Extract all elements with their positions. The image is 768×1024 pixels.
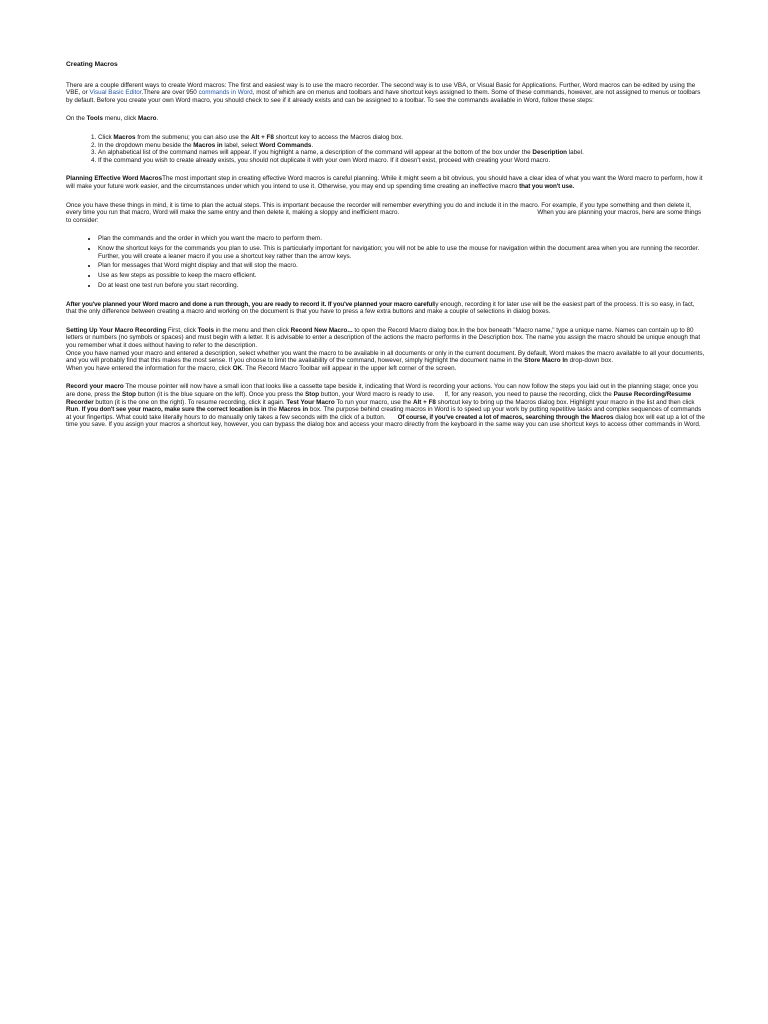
intro-text: .There are over 950 — [141, 89, 199, 97]
after-bold: After you've planned your Word macro and done a run through, you are ready to record it. If you've planned your macro careful — [66, 300, 434, 308]
setup-paragraph: Setting Up Your Macro Recording First, click Tools in the menu and then click Record New Macro... to open the Record Macro dialog box.In the box beneath "Macro name," type a unique name. Names can contain up to 80 letters or numbers (no symbols or spaces) and must begin with a letter. It is advisable to enter a description of the actions the macro performs in the Description box. The name you assign the macro should be unique enough that you remember what it does without having to refer to the description. — [66, 326, 701, 349]
setup-paragraph-3: When you have entered the information for the macro, click OK. The Record Macro Toolbar will appear in the upper left corner of the screen. — [66, 364, 457, 372]
list-item: 3. An alphabetical list of the command names will appear. If you highlight a name, a description of the command will appear at the bottom of the box under the Description label. — [98, 149, 705, 157]
list-item: 1. Click Macros from the submenu; you can also use the Alt + F8 shortcut key to access the Macros dialog box. — [98, 134, 705, 142]
instruction-text: menu, click — [102, 115, 138, 123]
planning-paragraph — [66, 175, 705, 190]
planning-heading: Planning Effective Word Macros — [66, 175, 163, 183]
list-item: • Do at least one test run before you start recording. — [98, 282, 705, 290]
instruction-text: . — [156, 115, 159, 123]
after-paragraph — [66, 301, 705, 316]
list-item: 2. In the dropdown menu beside the Macros in label, select Word Commands. — [98, 142, 705, 150]
once-when: When — [537, 209, 554, 217]
setup-heading: Setting Up Your Macro Recording — [66, 326, 167, 334]
document-title: Creating Macros — [66, 61, 118, 68]
steps-list — [66, 134, 705, 164]
after-text: ly enough, recording it for later use will be the easiest part of the process. It is so easy, in fact, that the only difference between creating a macro and working on the document is that you have to press a few extra buttons and make a couple of selections in dialog boxes. — [66, 300, 695, 316]
once-paragraph — [66, 202, 705, 225]
tools-bold: Tools — [86, 115, 103, 123]
visual-basic-editor-link[interactable]: Visual Basic Editor — [89, 89, 142, 97]
tools-menu-instruction — [66, 115, 705, 123]
planning-text: The most important step in creating effective Word macros is careful planning. While it might seem a bit obvious, you should have a clear idea of what you want the Word macro to perform, how it will make your future work easier, and the circumstances under which you intend to use it. Otherwise, you may end up spending time creating an ineffective macro — [66, 175, 703, 190]
once-text: Once you have these things in mind, it is time to plan the actual steps. This is important because the recorder will remember everything you do and include it in the macro. For example, if you type something and then delete it, every time you run that macro, Word will make the same entry and then delete it, making a sloppy and inefficient macro. — [66, 201, 692, 217]
list-item: • Plan for messages that Word might display and that will stop the macro. — [98, 262, 705, 270]
list-item: • Use as few steps as possible to keep the macro efficient. — [98, 272, 705, 280]
list-item: 4. If the command you wish to create already exists, you should not duplicate it with your own Word macro. If it doesn't exist, proceed with creating your Word macro. — [98, 157, 705, 165]
commands-in-word-link[interactable]: commands in Word — [198, 89, 253, 97]
instruction-text: On the — [66, 115, 87, 123]
considerations-list — [66, 235, 705, 289]
list-item: • Plan the commands and the order in which you want the macro to perform them. — [98, 235, 705, 243]
list-item: • Know the shortcut keys for the commands you plan to use. This is particularly important for navigation; you will not be able to use the mouse for navigation within the document area when you are running the recorder. Further, you will create a leaner macro if you use a shortcut key rather than the arrow keys. — [98, 245, 705, 260]
intro-paragraph — [66, 82, 705, 105]
planning-tail: that you won't use. — [519, 182, 575, 190]
record-heading: Record your macro — [66, 383, 124, 391]
intro-text: , most of which are on menus and toolbars and have shortcut keys assigned to them. Some of these commands, however, are not assigned to menus or toolbars by default. Before you create your own Word macro, you should check to see if it already exists and can be assigned to a toolbar. To see the commands available in Word, follow these steps: — [66, 89, 701, 104]
setup-paragraph-2: Once you have named your macro and entered a description, select whether you want the macro to be available in all documents or only in the current document. By default, Word makes the macro available to all your documents, and you will probably find that this makes the most sense. If you choose to limit the availability of the command, however, simply highlight the document name in the Store Macro In drop-down box. — [66, 349, 705, 365]
once-text: you are planning your macros, here are some things to consider: — [66, 209, 702, 224]
record-paragraph: Record your macro The mouse pointer will now have a small icon that looks like a cassette tape beside it, indicating that Word is recording your actions. You can now follow the steps you laid out in the planning stage; once you are done, press the Stop button (it is the blue square on the left). Once you press the Stop button, your Word macro is ready to use. If, for any reason, you need to pause the recording, click the Pause Recording/Resume Recorder button (it is the one on the right). To resume recording, click it again. Test Your Macro To run your macro, use the Alt + F8 shortcut key to bring up the Macros dialog box. Highlight your macro in the list and then click Run. If you don't see your macro, make sure the correct location is in the Macros in box. The purpose behind creating macros in Word is to speed up your work by putting repetitive tasks and complex sequences of commands at your fingertips. What could take literally hours to do manually only takes a few seconds with the click of a button. Of course, if you've created a lot of macros, searching through the Macros dialog box will eat up a lot of the time you save. If you assign your macros a shortcut key, however, you can bypass the dialog box and access your macro directly from the keyboard in the same way you can use shortcut keys to access other commands in Word. — [66, 383, 705, 429]
macro-bold: Macro — [137, 115, 157, 123]
intro-text: There are a couple different ways to create Word macros: The first and easiest way is to use the macro recorder. The second way is to use VBA, or Visual Basic for Applications. Further, Word macros can be edited by using the VBE, or — [66, 81, 696, 97]
